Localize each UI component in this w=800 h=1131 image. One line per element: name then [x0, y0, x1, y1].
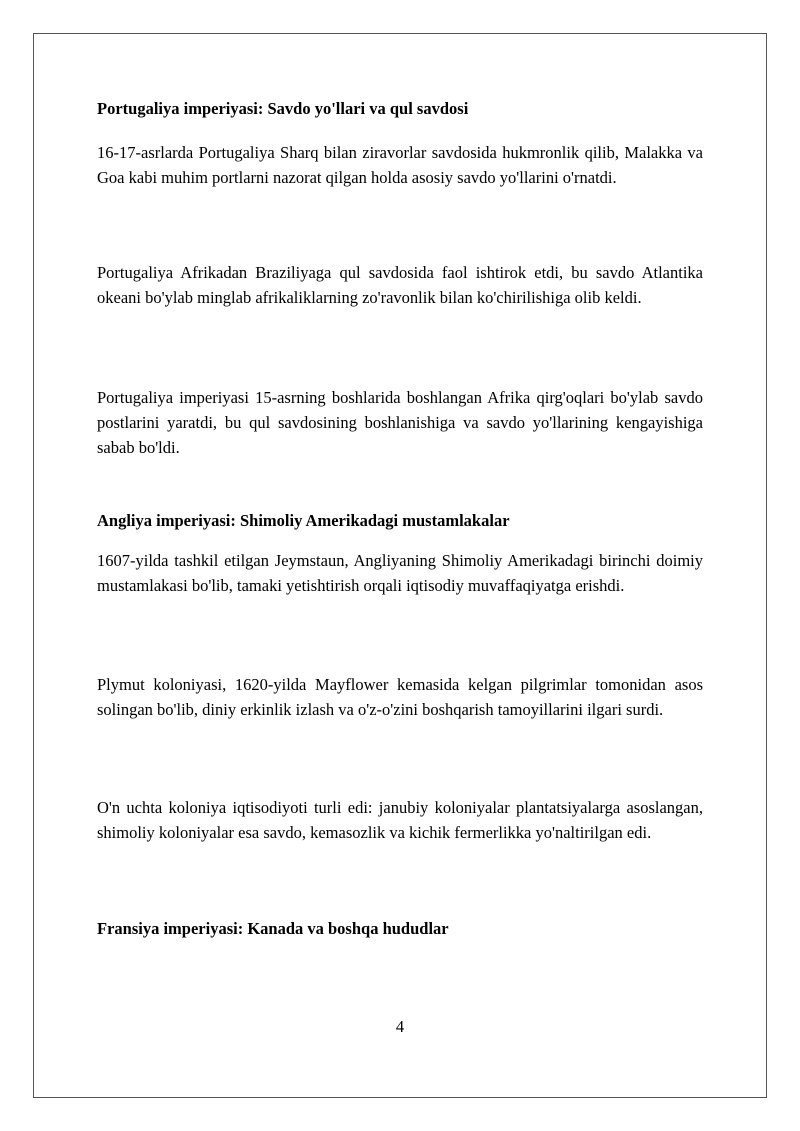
paragraph-portugal-2: Portugaliya Afrikadan Braziliyaga qul savdosida faol ishtirok etdi, bu savdo Atlantika okeani bo'ylab minglab afrikaliklarning zo'ravonlik bilan ko'chirilishiga olib keldi. — [97, 263, 703, 307]
section-heading-france: Fransiya imperiyasi: Kanada va boshqa hududlar — [97, 919, 449, 938]
paragraph-england-3: O'n uchta koloniya iqtisodiyoti turli edi: janubiy koloniyalar plantatsiyalarga asoslangan, shimoliy koloniyalar esa savdo, kemasozlik va kichik fermerlikka yo'naltirilgan edi. — [97, 798, 703, 842]
paragraph-england-2: Plymut koloniyasi, 1620-yilda Mayflower kemasida kelgan pilgrimlar tomonidan asos solingan bo'lib, diniy erkinlik izlash va o'z-o'zini boshqarish tamoyillarini ilgari surdi. — [97, 675, 703, 719]
page-number: 4 — [395, 1017, 405, 1036]
paragraph-england-1: 1607-yilda tashkil etilgan Jeymstaun, Angliyaning Shimoliy Amerikadagi birinchi doimiy mustamlakasi bo'lib, tamaki yetishtirish orqali iqtisodiy muvaffaqiyatga erishdi. — [97, 551, 703, 595]
section-heading-portugal: Portugaliya imperiyasi: Savdo yo'llari va qul savdosi — [97, 99, 469, 118]
paragraph-portugal-1: 16-17-asrlarda Portugaliya Sharq bilan ziravorlar savdosida hukmronlik qilib, Malakka va Goa kabi muhim portlarni nazorat qilgan holda asosiy savdo yo'llarini o'rnatdi. — [97, 143, 703, 187]
section-heading-england: Angliya imperiyasi: Shimoliy Amerikadagi mustamlakalar — [97, 511, 510, 530]
paragraph-portugal-3: Portugaliya imperiyasi 15-asrning boshlarida boshlangan Afrika qirg'oqlari bo'ylab savdo postlarini yaratdi, bu qul savdosining boshlanishiga va savdo yo'llarining kengayishiga sabab bo'ldi. — [97, 388, 703, 457]
